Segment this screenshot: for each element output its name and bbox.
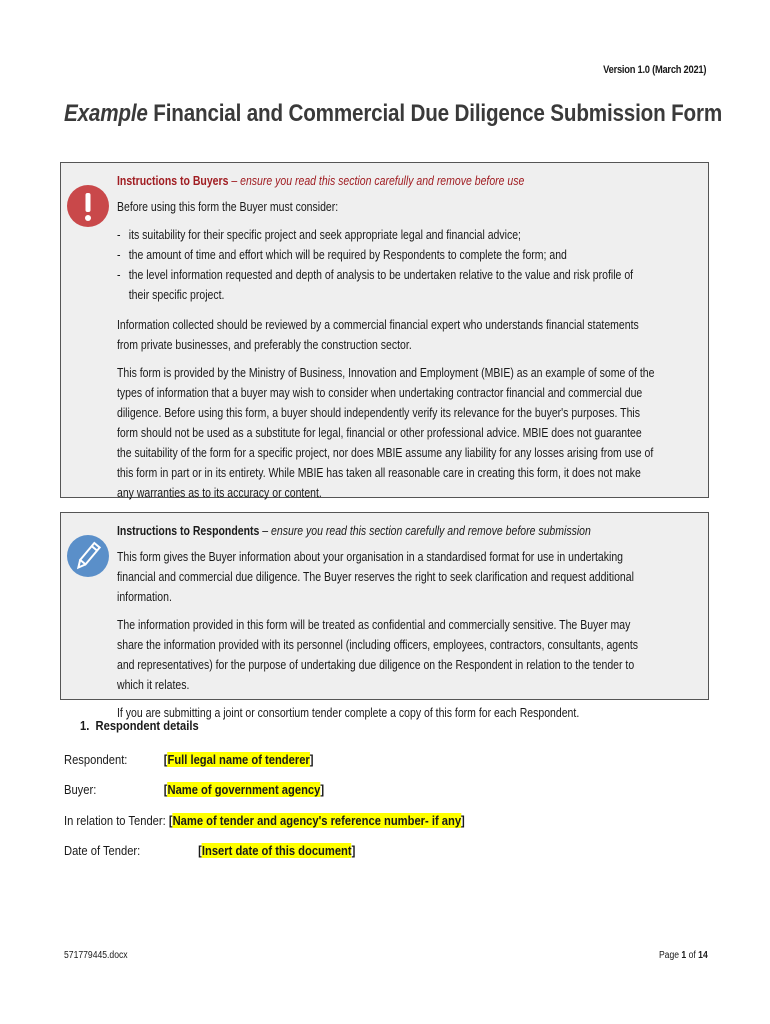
buyers-instructions-box (60, 162, 709, 498)
tender-placeholder[interactable]: [Name of tender and agency's reference number- if any] (168, 813, 465, 828)
footer-page-number: Page 1 of 14 (659, 950, 708, 961)
respondents-paragraph-purpose: This form gives the Buyer information about your organisation in a standardised format for use in undertaking financial and commercial due diligence. The Buyer reserves the right to seek clarification and request additional information. (117, 550, 634, 604)
title-rest: Financial and Commercial Due Diligence Submission Form (147, 100, 723, 127)
list-item: - its suitability for their specific project and seek appropriate legal and financial advice; (117, 228, 521, 242)
field-buyer: Buyer: [Name of government agency] (64, 782, 325, 797)
title-italic: Example (64, 100, 148, 127)
footer-filename: 571779445.docx (64, 950, 128, 961)
respondents-paragraph-joint: If you are submitting a joint or consortium tender complete a copy of this form for each Respondent. (117, 706, 580, 720)
buyers-instructions-content (117, 171, 655, 511)
version-label: Version 1.0 (March 2021) (602, 64, 706, 76)
respondents-paragraph-confidential: The information provided in this form will be treated as confidential and commercially sensitive. The Buyer may share the information provided with its personnel (including officers, employees, contractors, consultants, agents and representatives) for the purpose of undertaking due diligence on the Respondent in relation to the tender to which it relates. (117, 618, 638, 692)
buyers-paragraph-disclaimer: This form is provided by the Ministry of Business, Innovation and Employment (MBIE) as an example of some of the types of information that a buyer may wish to consider when undertaking contractor financial and commercial due diligence. Before using this form, a buyer should independently verify its relevance for the buyer's purposes. This form should not be used as a substitute for legal, financial or other professional advice. MBIE does not guarantee the suitability of the form for a specific project, nor does MBIE assume any liability for any losses arising from use of this form in part or in its entirety. While MBIE has taken all reasonable care in creating this form, it does not make any warranties as to its accuracy or content. (117, 366, 655, 500)
field-respondent: Respondent: [Full legal name of tenderer] (64, 752, 314, 767)
date-placeholder[interactable]: [Insert date of this document] (198, 843, 356, 858)
section-heading-respondent-details: 1. Respondent details (80, 718, 199, 733)
field-tender: In relation to Tender: [Name of tender and agency's reference number- if any] (64, 813, 465, 828)
field-date: Date of Tender: [Insert date of this document] (64, 843, 356, 858)
buyers-heading: Instructions to Buyers – ensure you read this section carefully and remove before use (117, 174, 525, 188)
list-item: - the amount of time and effort which will be required by Respondents to complete the form; and (117, 248, 567, 262)
respondents-instructions-content (117, 521, 655, 731)
buyers-paragraph-review: Information collected should be reviewed by a commercial financial expert who understands financial statements from private businesses, and preferably the construction sector. (117, 318, 639, 352)
pencil-icon (67, 535, 109, 577)
exclamation-icon (67, 185, 109, 227)
buyers-intro: Before using this form the Buyer must consider: (117, 200, 339, 214)
list-item: - the level information requested and depth of analysis to be undertaken relative to the value and risk profile of their specific project. (117, 268, 634, 302)
buyers-considerations-list (117, 225, 655, 305)
respondent-placeholder[interactable]: [Full legal name of tenderer] (163, 752, 314, 767)
buyer-placeholder[interactable]: [Name of government agency] (163, 782, 325, 797)
respondents-instructions-box (60, 512, 709, 720)
respondents-heading: Instructions to Respondents – ensure you read this section carefully and remove before submission (117, 524, 591, 538)
page-title (64, 100, 722, 128)
